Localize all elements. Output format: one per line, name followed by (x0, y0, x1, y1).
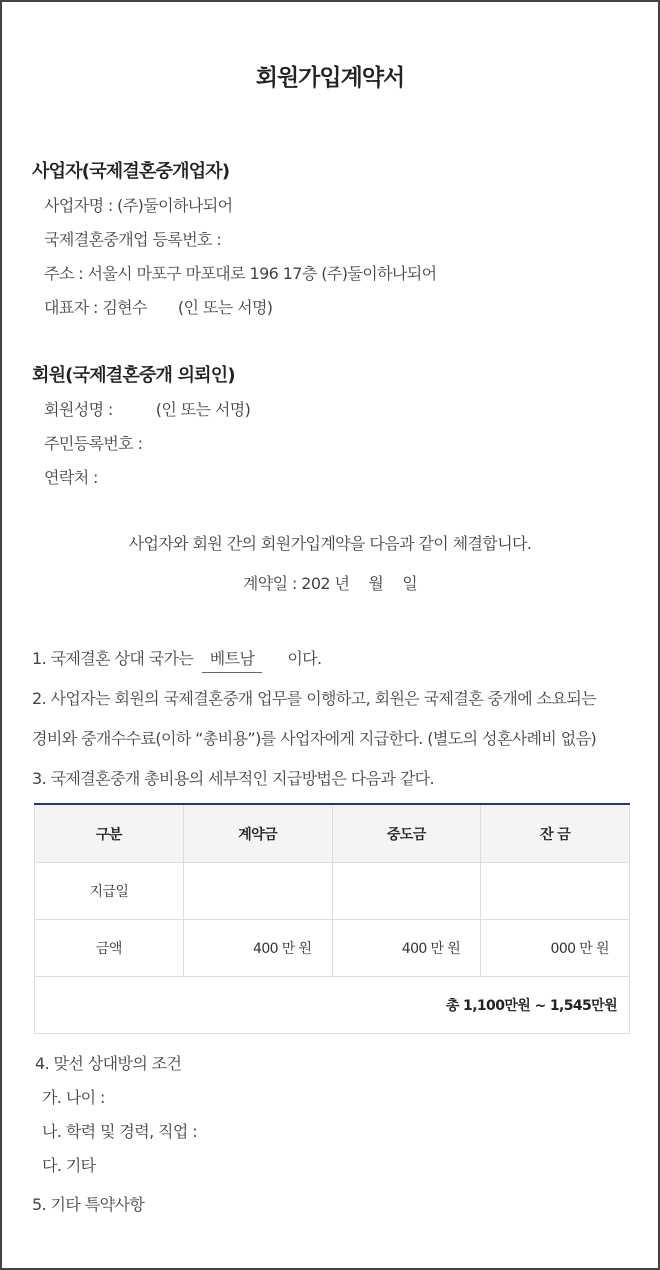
total-amount: 총 1,100만원 ~ 1,545만원 (35, 977, 630, 1034)
business-heading: 사업자(국제결혼중개업자) (32, 161, 230, 182)
member-id-number: 주민등록번호 : (44, 434, 143, 453)
table-header-row (35, 804, 630, 863)
business-representative (44, 295, 272, 318)
fee-table-wrapper (34, 803, 630, 1034)
row-label-amount: 금액 (35, 920, 184, 977)
clause-1-prefix: 1. 국제결혼 상대 국가는 (32, 649, 194, 668)
condition-education-career: 나. 학력 및 경력, 직업 : (42, 1122, 198, 1141)
partner-country: 베트남 (202, 646, 263, 673)
deposit-amount: 400 만 원 (183, 920, 332, 977)
header-balance: 잔 금 (481, 804, 630, 863)
interim-amount: 400 만 원 (332, 920, 481, 977)
interim-date-cell (332, 863, 481, 920)
year-unit: 년 (334, 574, 350, 593)
balance-amount: 000 만 원 (481, 920, 630, 977)
representative-sign: (인 또는 서명) (177, 298, 273, 317)
table-row (35, 863, 630, 920)
contract-date-year: 202 (301, 574, 331, 593)
member-sign: (인 또는 서명) (155, 400, 251, 419)
member-contact: 연락처 : (44, 468, 98, 487)
clause-5: 5. 기타 특약사항 (32, 1195, 145, 1214)
page-title: 회원가입계약서 (255, 65, 405, 91)
member-heading: 회원(국제결혼중개 의뢰인) (32, 365, 235, 386)
representative-label: 대표자 : 김현수 (44, 298, 147, 317)
clause-1-suffix: 이다. (287, 649, 322, 668)
condition-other: 다. 기타 (42, 1156, 96, 1175)
member-name (44, 397, 250, 420)
header-deposit: 계약금 (183, 804, 332, 863)
clause-1 (32, 646, 322, 673)
clause-2-line-1: 2. 사업자는 회원의 국제결혼중개 업무를 이행하고, 회원은 국제결혼 중개에 소요되는 (32, 689, 597, 708)
business-name: 사업자명 : (주)둘이하나되어 (44, 196, 233, 215)
day-unit: 일 (402, 574, 418, 593)
row-label-payment-date: 지급일 (35, 863, 184, 920)
condition-age: 가. 나이 : (42, 1088, 105, 1107)
contract-date (2, 571, 658, 594)
clause-2-line-2: 경비와 중개수수료(이하 “총비용”)를 사업자에게 지급한다. (별도의 성혼사례비 없음) (32, 729, 597, 748)
header-interim: 중도금 (332, 804, 481, 863)
balance-date-cell (481, 863, 630, 920)
member-name-label: 회원성명 : (44, 400, 113, 419)
deposit-date-cell (183, 863, 332, 920)
clause-3: 3. 국제결혼중개 총비용의 세부적인 지급방법은 다음과 같다. (32, 769, 435, 788)
clause-4: 4. 맞선 상대방의 조건 (35, 1054, 182, 1073)
header-category: 구분 (35, 804, 184, 863)
business-address: 주소 : 서울시 마포구 마포대로 196 17층 (주)둘이하나되어 (44, 264, 437, 283)
fee-table (34, 803, 630, 1034)
agreement-statement: 사업자와 회원 간의 회원가입계약을 다음과 같이 체결합니다. (128, 534, 532, 553)
month-unit: 월 (368, 574, 384, 593)
business-registration: 국제결혼중개업 등록번호 : (44, 230, 222, 249)
table-row (35, 920, 630, 977)
table-total-row (35, 977, 630, 1034)
contract-date-label: 계약일 : (242, 574, 297, 593)
